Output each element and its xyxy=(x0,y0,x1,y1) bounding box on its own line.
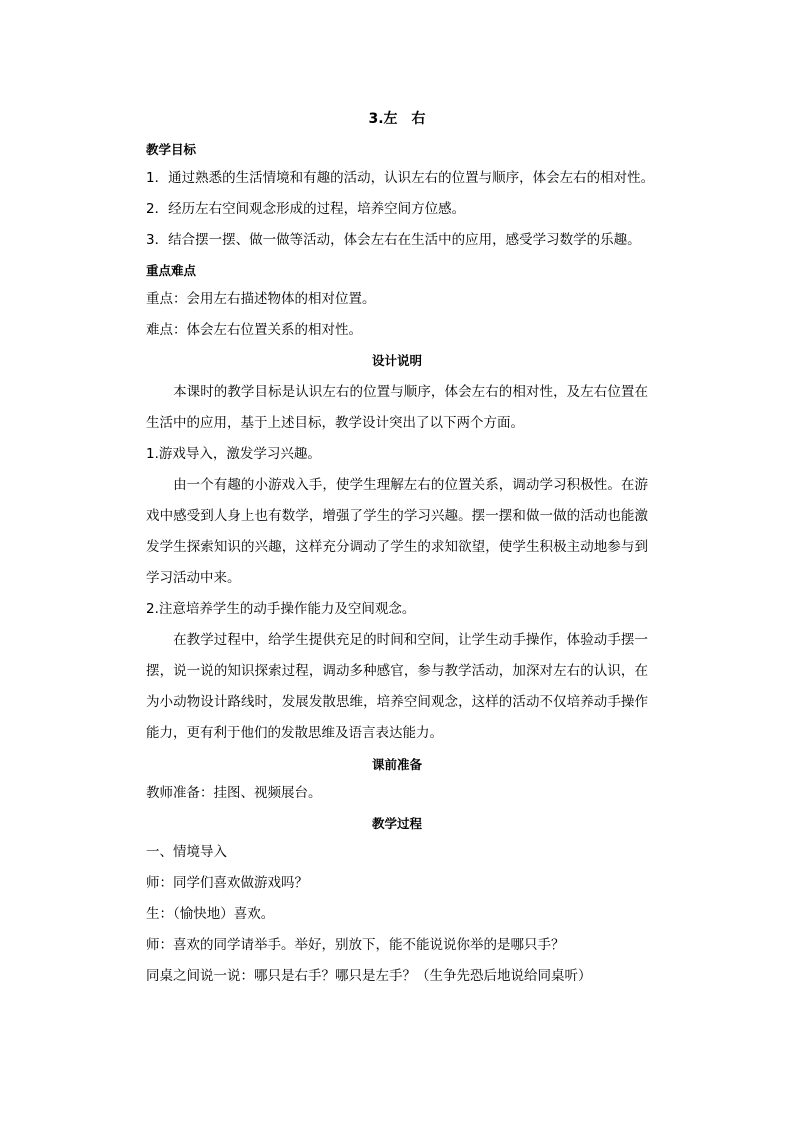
process-heading: 教学过程 xyxy=(371,816,422,831)
key-points-heading: 重点难点 xyxy=(146,263,197,278)
key-point: 重点：会用左右描述物体的相对位置。 xyxy=(146,291,376,307)
document-content xyxy=(146,108,655,995)
design-point-1-paragraph xyxy=(146,470,648,594)
design-intro-text: 本课时的教学目标是认识左右的位置与顺序，体会左右的相对性，及左右位置在生活中的应用，基于上述目标，教学设计突出了以下两个方面。 xyxy=(146,384,648,431)
goal-item: 1．通过熟悉的生活情境和有趣的活动，认识左右的位置与顺序，体会左右的相对性。 xyxy=(146,170,655,186)
goal-item: 2．经历左右空间观念形成的过程，培养空间方位感。 xyxy=(146,201,466,217)
goal-item: 3．结合摆一摆、做一做等活动，体会左右在生活中的应用，感受学习数学的乐趣。 xyxy=(146,232,641,248)
design-intro-paragraph xyxy=(146,377,648,439)
prep-heading: 课前准备 xyxy=(371,757,422,772)
design-point-2-paragraph xyxy=(146,625,648,749)
design-point-1 xyxy=(146,439,648,470)
design-point-2-label: 2.注意培养学生的动手操作能力及空间观念。 xyxy=(146,601,416,617)
process-line: 同桌之间说一说：哪只是右手？哪只是左手？（生争先恐后地说给同桌听） xyxy=(146,968,592,984)
design-point-1-label: 1.游戏导入，激发学习兴趣。 xyxy=(146,446,321,462)
design-point-1-text: 由一个有趣的小游戏入手，使学生理解左右的位置关系，调动学习积极性。在游戏中感受到人身上也有数学，增强了学生的学习兴趣。摆一摆和做一做的活动也能激发学生探索知识的兴趣，这样充分调动了学生的求知欲望，使学生积极主动地参与到学习活动中来。 xyxy=(146,477,648,586)
design-point-2-text: 在教学过程中，给学生提供充足的时间和空间，让学生动手操作，体验动手摆一摆，说一说的知识探索过程，调动多种感官，参与教学活动，加深对左右的认识，在为小动物设计路线时，发展发散思维，培养空间观念，这样的活动不仅培养动手操作能力，更有利于他们的发散思维及语言表达能力。 xyxy=(146,632,648,741)
process-line: 师：喜欢的同学请举手。举好，别放下，能不能说说你举的是哪只手？ xyxy=(146,937,565,953)
lesson-title: 3.左 右 xyxy=(368,111,426,127)
goals-heading: 教学目标 xyxy=(146,142,197,157)
prep-text: 教师准备：挂图、视频展台。 xyxy=(146,785,322,801)
process-line: 师：同学们喜欢做游戏吗？ xyxy=(146,875,308,891)
process-line: 一、情境导入 xyxy=(146,844,227,860)
difficulty-point: 难点：体会左右位置关系的相对性。 xyxy=(146,322,362,338)
design-heading: 设计说明 xyxy=(371,353,422,368)
process-line: 生：（愉快地）喜欢。 xyxy=(146,906,275,922)
design-point-2 xyxy=(146,594,648,625)
